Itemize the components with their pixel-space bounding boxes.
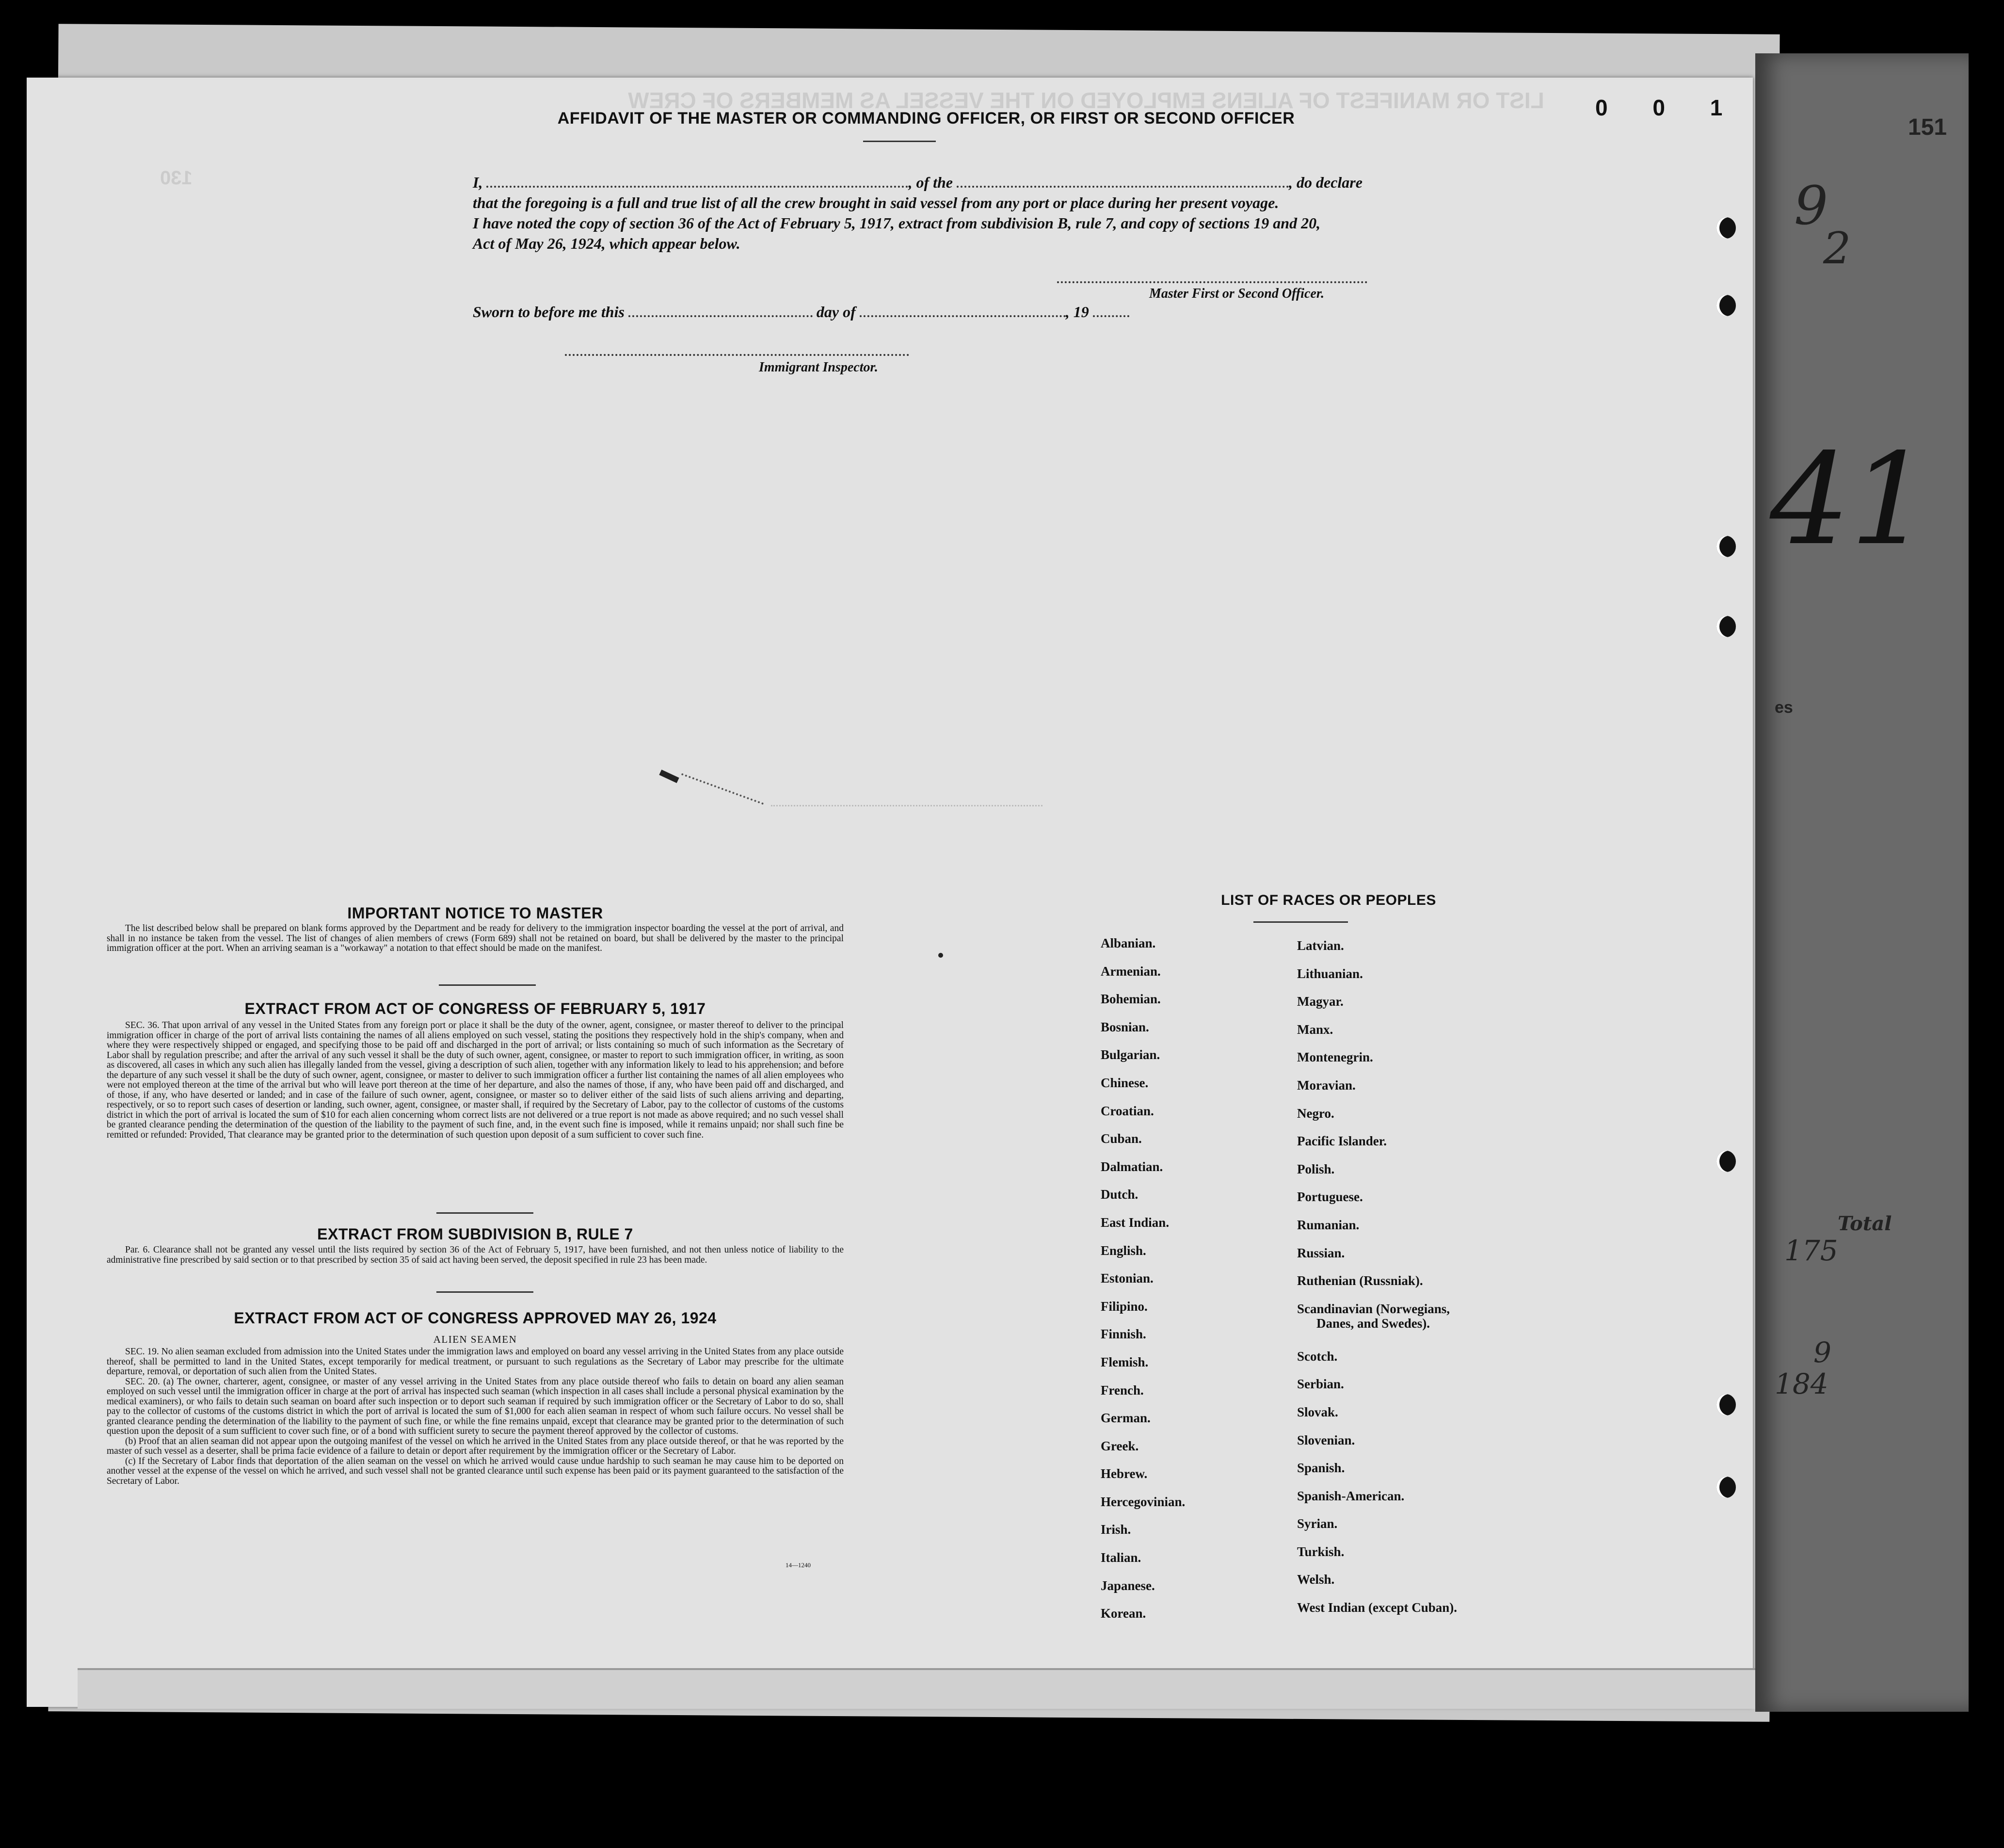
section-rule xyxy=(439,984,536,986)
races-rule xyxy=(1253,921,1348,923)
binder-hole xyxy=(1716,616,1736,637)
column-label: es xyxy=(1775,698,1793,717)
race-item: Syrian. xyxy=(1297,1516,1338,1531)
sworn-line xyxy=(473,302,1200,322)
race-item xyxy=(1297,1302,1598,1349)
sworn-year-label: , 19 xyxy=(1065,303,1089,321)
margin-value: 9 xyxy=(1813,1336,1831,1369)
sworn-day-blank[interactable] xyxy=(628,315,813,317)
margin-mark-large: 41 xyxy=(1770,427,1930,573)
margin-mark: 9 xyxy=(1794,175,1828,237)
race-item: Korean. xyxy=(1101,1606,1146,1621)
race-item: Slovak. xyxy=(1297,1404,1338,1419)
race-item: Negro. xyxy=(1297,1106,1334,1121)
sworn-prefix: Sworn to before me this xyxy=(473,303,625,321)
binder-hole xyxy=(1716,1394,1736,1415)
stray-dot xyxy=(938,953,943,958)
race-item: Scotch. xyxy=(1297,1349,1338,1364)
race-item: East Indian. xyxy=(1101,1215,1170,1230)
race-item: Bulgarian. xyxy=(1101,1047,1160,1062)
race-item: Bohemian. xyxy=(1101,992,1161,1007)
bleed-through-header: LIST OR MANIFEST OF ALIENS EMPLOYED ON THE VESSEL AS MEMBERS OF CREW xyxy=(628,88,1544,113)
race-item: Turkish. xyxy=(1297,1544,1345,1559)
race-item: Rumanian. xyxy=(1297,1217,1360,1232)
alien-seamen-subtitle: ALIEN SEAMEN xyxy=(433,1334,517,1345)
affidavit-i-label: I, xyxy=(473,174,483,191)
extract-1924-body xyxy=(107,1347,844,1486)
margin-mark: 2 xyxy=(1823,223,1851,274)
sworn-year-blank[interactable] xyxy=(1093,315,1129,317)
race-item: Hebrew. xyxy=(1101,1466,1148,1481)
race-item: English. xyxy=(1101,1243,1146,1258)
of-the-label: , of the xyxy=(908,174,953,191)
race-item: Greek. xyxy=(1101,1438,1139,1453)
stamp-marks: 0 0 1 xyxy=(1595,95,1742,120)
race-item: German. xyxy=(1101,1411,1151,1426)
race-item: Finnish. xyxy=(1101,1327,1146,1342)
declare-label: , do declare xyxy=(1289,174,1363,191)
page-stack-edge xyxy=(78,1668,1755,1709)
extract-1924-title: EXTRACT FROM ACT OF CONGRESS APPROVED MAY 26, 1924 xyxy=(234,1309,717,1327)
race-item: Spanish. xyxy=(1297,1461,1345,1476)
race-item: Armenian. xyxy=(1101,964,1161,979)
sec-20a-text: SEC. 20. (a) The owner, charterer, agent, consignee, or master of any vessel arriving in the United States from any place outside thereof who fails to detain on board any alien seaman employed on such vessel until the immigration officer in charge at the port of arrival has inspected such seaman (which inspection in all cases shall include a personal physical examination by the medical examiners), or who fails to detain such seaman on board after such inspection or to deport such seaman if required by such immigration officer or the Secretary of Labor to do so, shall pay to the collector of customs of the customs district in which the port of arrival is located the sum of $1,000 for each alien seaman in respect of whom such failure occurs. No vessel shall be granted clearance pending the determination of the liability to the payment of such fine, or while the fine remains unpaid, except that clearance may be granted prior to the determination of such question upon the deposit of a sum sufficient to cover such fine, or of a bond with sufficient surety to secure the payment thereof approved by the collector of customs. xyxy=(107,1376,844,1436)
notice-title: IMPORTANT NOTICE TO MASTER xyxy=(347,904,603,922)
race-item: Moravian. xyxy=(1297,1077,1356,1093)
extract-1917-text: SEC. 36. That upon arrival of any vessel in the United States from any foreign port or place it shall be the duty of the owner, agent, consignee, or master thereof to deliver to the principal immigration officer in charge of the port of arrival lists containing the names of all aliens employed on such vessel, stating the positions they respectively hold in the ship's company, when and where they were respectively shipped or engaged, and specifying those to be paid off and discharged in the port of arrival; or lists containing so much of such information as the Secretary of Labor shall by regulation prescribe; and after the arrival of any such vessel it shall be the duty of such owner, agent, consignee, or master to report to such immigration officer, in writing, as soon as discovered, all cases in which any such alien has illegally landed from the vessel, giving a description of such alien, together with any information likely to lead to his apprehension; and before the departure of any such vessel it shall be the duty of such owner, agent, consignee, or master to deliver to such immigration officer a further list containing the names of all alien employees who were not employed thereon at the time of the arrival but who will leave port thereon at the time of her departure, and also the names of those, if any, who have been paid off and discharged, and of those, if any, who have deserted or landed; and in case of the failure of such owner, agent, consignee, or master so to deliver either of the said lists of such aliens arriving and departing, respectively, or so to report such cases of desertion or landing, such owner, agent, consignee, or master shall, if required by the Secretary of Labor, pay to the collector of customs of the customs district in which the port of arrival is located the sum of $10 for each alien concerning whom correct lists are not delivered or a true report is not made as above required; and no such vessel shall be granted clearance pending the determination of the question of the liability to the payment of such fine, and, in the event such fine is imposed, while it remains unpaid; nor shall such fine be remitted or refunded: Provided, That clearance may be granted prior to the determination of such question upon deposit of a sum sufficient to cover such fine. xyxy=(107,1020,844,1140)
binder-hole xyxy=(1716,1151,1736,1172)
dark-edge-sheet xyxy=(1755,53,1969,1712)
race-item: Russian. xyxy=(1297,1245,1345,1260)
race-item: Chinese. xyxy=(1101,1075,1149,1090)
binder-hole xyxy=(1716,295,1736,316)
margin-value: 184 xyxy=(1775,1367,1828,1400)
race-item: Bosnian. xyxy=(1101,1019,1149,1034)
title-rule xyxy=(863,141,936,142)
total-value: 175 xyxy=(1784,1234,1838,1267)
extract-rule7-text: Par. 6. Clearance shall not be granted any vessel until the lists required by section 36 of the Act of February 5, 1917, have been furnished, and not then unless notice of liability to the administrative fine prescribed by said section or to that prescribed by section 35 of said act having been served, the deposit specified in rule 23 has been made. xyxy=(107,1245,844,1265)
vessel-blank[interactable] xyxy=(957,186,1289,188)
inspector-signature-line[interactable] xyxy=(565,354,909,356)
section-rule xyxy=(436,1291,533,1293)
race-item: Serbian. xyxy=(1297,1377,1344,1392)
total-label: Total xyxy=(1838,1212,1892,1235)
race-item: Filipino. xyxy=(1101,1299,1148,1314)
race-item: Polish. xyxy=(1297,1161,1335,1176)
race-item: Hercegovinian. xyxy=(1101,1494,1186,1509)
race-item: Albanian. xyxy=(1101,936,1156,950)
races-left-column xyxy=(1101,936,1304,1634)
inspector-label: Immigrant Inspector. xyxy=(759,360,878,375)
race-item: West Indian (except Cuban). xyxy=(1297,1600,1458,1615)
sworn-month-blank[interactable] xyxy=(860,315,1066,317)
affidavit-body xyxy=(473,172,1394,254)
race-item: Ruthenian (Russniak). xyxy=(1297,1273,1423,1288)
affidavit-line-4: Act of May 26, 1924, which appear below. xyxy=(473,235,740,252)
race-item: Italian. xyxy=(1101,1550,1141,1565)
race-item-line: Scandinavian (Norwegians, xyxy=(1297,1301,1450,1316)
page-number: 151 xyxy=(1908,114,1947,140)
bleed-through-number: 130 xyxy=(160,167,192,189)
race-item: Manx. xyxy=(1297,1022,1333,1037)
affidavit-line-2: that the foregoing is a full and true list of all the crew brought in said vessel from any port or place during her present voyage. xyxy=(473,194,1279,211)
sec-20b-text: (b) Proof that an alien seaman did not appear upon the outgoing manifest of the vessel on which he arrived in the United States from any place outside thereof, or that he was reported by the master of such vessel as a deserter, shall be prima facie evidence of a failure to detain or deport after requirement by the immigration officer or the Secretary of Labor. xyxy=(107,1436,844,1456)
race-item: Japanese. xyxy=(1101,1578,1155,1593)
race-item: Welsh. xyxy=(1297,1572,1335,1587)
affidavit-line-1 xyxy=(473,172,1394,193)
affidavit-title: AFFIDAVIT OF THE MASTER OR COMMANDING OFFICER, OR FIRST OR SECOND OFFICER xyxy=(557,109,1295,128)
signature-line[interactable] xyxy=(1057,281,1367,283)
binder-hole xyxy=(1716,1477,1736,1498)
race-item: Portuguese. xyxy=(1297,1189,1363,1205)
race-item: Flemish. xyxy=(1101,1354,1149,1369)
sworn-day-label: day of xyxy=(816,303,856,321)
race-item: French. xyxy=(1101,1382,1144,1398)
sec-20c-text: (c) If the Secretary of Labor finds that deportation of the alien seaman on the vessel on which he arrived would cause undue hardship to such seaman he may cause him to be deported on another vessel at the expense of the vessel on which he arrived, and such vessel shall not be granted clearance until such expense has been paid or its payment guaranteed to the satisfaction of the Secretary of Labor. xyxy=(107,1456,844,1486)
name-blank[interactable] xyxy=(486,186,908,188)
binder-hole xyxy=(1716,217,1736,239)
affidavit-line-3: I have noted the copy of section 36 of the Act of February 5, 1917, extract from subdivision B, rule 7, and copy of sections 19 and 20, xyxy=(473,214,1321,232)
race-item: Magyar. xyxy=(1297,994,1344,1009)
sec-19-text: SEC. 19. No alien seaman excluded from admission into the United States under the immigration laws and employed on board any vessel arriving in the United States from any place outside thereof, shall be permitted to land in the United States, except temporarily for medical treatment, or pursuant to such regulations as the Secretary of Labor may prescribe for the ultimate departure, removal, or deportation of such alien from the United States. xyxy=(107,1347,844,1377)
race-item: Croatian. xyxy=(1101,1103,1154,1118)
race-item: Spanish-American. xyxy=(1297,1488,1405,1503)
race-item: Montenegrin. xyxy=(1297,1050,1373,1065)
form-number: 14—1240 xyxy=(786,1561,811,1569)
extract-rule7-title: EXTRACT FROM SUBDIVISION B, RULE 7 xyxy=(317,1225,633,1243)
section-rule xyxy=(436,1212,533,1214)
race-item: Latvian. xyxy=(1297,938,1344,953)
race-item: Lithuanian. xyxy=(1297,966,1363,981)
faint-line xyxy=(771,805,1042,806)
race-item: Dalmatian. xyxy=(1101,1159,1163,1174)
race-item: Pacific Islander. xyxy=(1297,1134,1387,1149)
race-item: Dutch. xyxy=(1101,1187,1138,1202)
races-title: LIST OF RACES OR PEOPLES xyxy=(1221,892,1436,908)
race-item: Slovenian. xyxy=(1297,1432,1355,1447)
race-item: Cuban. xyxy=(1101,1131,1142,1146)
signature-label: Master First or Second Officer. xyxy=(1149,286,1325,301)
extract-1917-title: EXTRACT FROM ACT OF CONGRESS OF FEBRUARY 5, 1917 xyxy=(244,1000,706,1017)
notice-text: The list described below shall be prepared on blank forms approved by the Department and be ready for delivery to the immigration inspector boarding the vessel at the port of arrival, and shall in no instance be taken from the vessel. The list of changes of alien members of crews (Form 689) shall not be retained on board, but shall be delivered by the master to the principal immigration officer at the port. When an arriving seaman is a "workaway" a notation to that effect should be made on the manifest. xyxy=(107,923,844,953)
binder-hole xyxy=(1716,536,1736,557)
race-item: Irish. xyxy=(1101,1522,1131,1537)
races-right-column xyxy=(1297,938,1598,1628)
race-item-continuation: Danes, and Swedes). xyxy=(1316,1316,1430,1331)
race-item: Estonian. xyxy=(1101,1271,1154,1286)
